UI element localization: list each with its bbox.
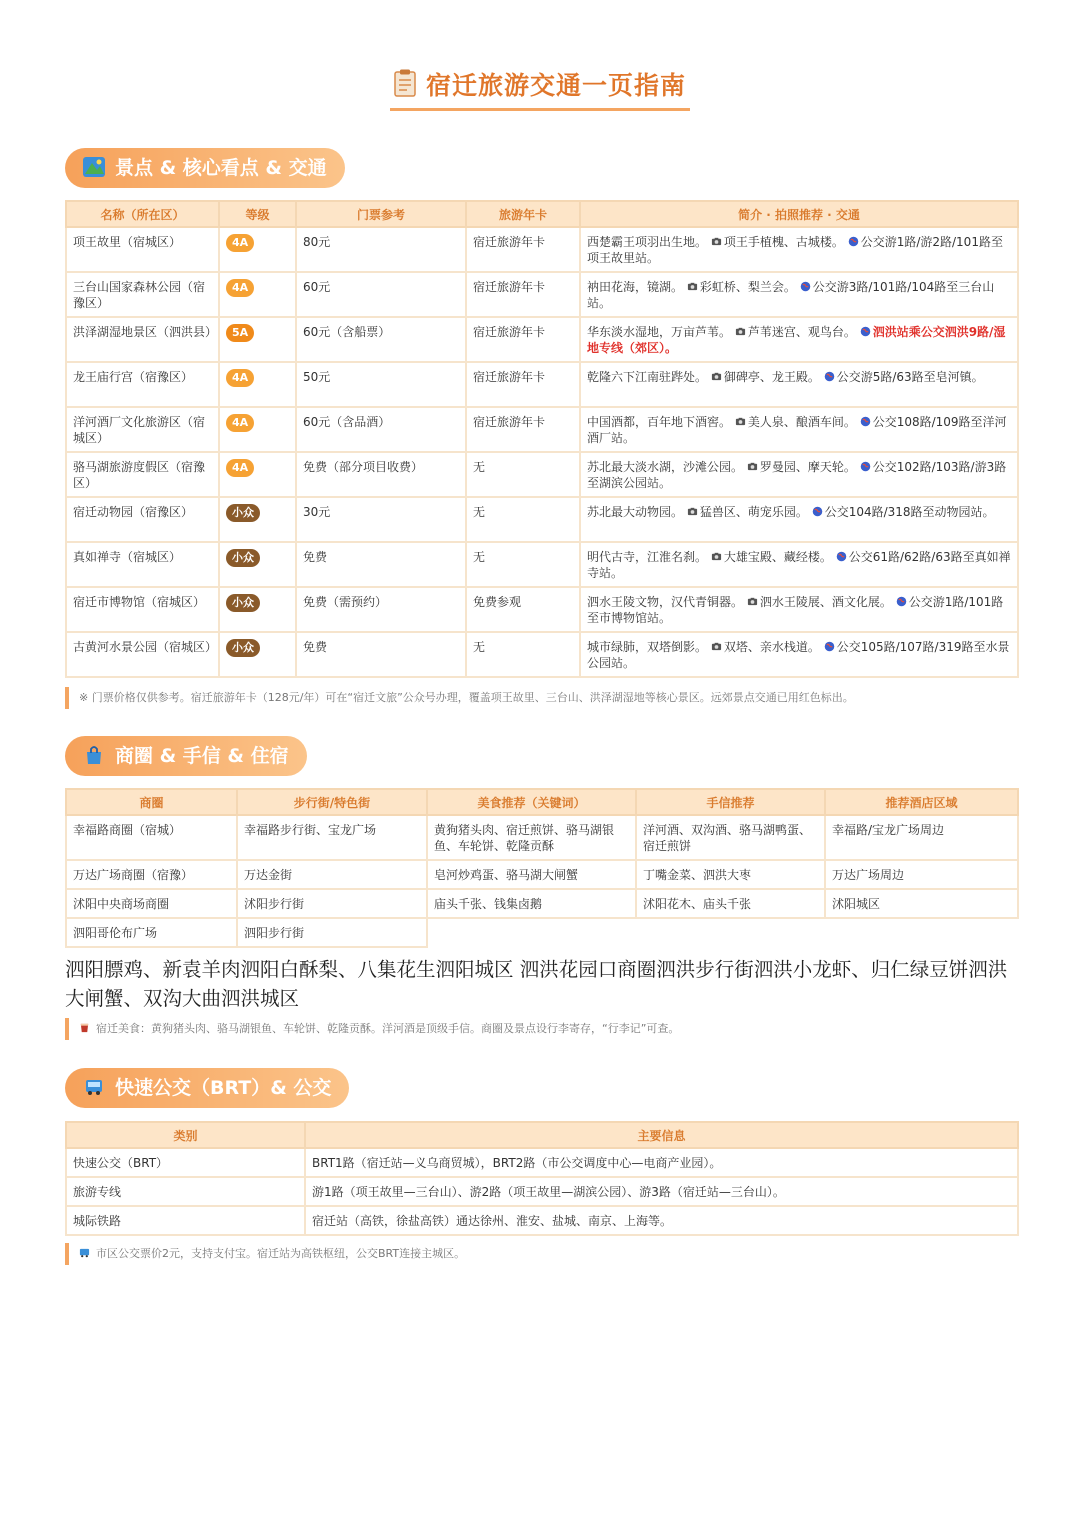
scenic-table	[65, 200, 1019, 678]
scenic-name-cell: 洋河酒厂文化旅游区（宿城区）	[66, 407, 219, 452]
scenic-ticket-cell: 30元	[296, 497, 466, 542]
scenic-photo-text: 项王手植槐、古城楼。	[723, 235, 844, 249]
scenic-level-cell	[219, 452, 296, 497]
scenic-intro-cell	[580, 317, 1018, 362]
level-badge: 4A	[226, 369, 254, 387]
shopping-cell: 万达广场商圈（宿豫）	[66, 860, 237, 889]
globe-icon	[860, 461, 871, 472]
scenic-table-row	[66, 407, 1018, 452]
transit-table-row	[66, 1206, 1018, 1235]
scenic-intro-cell	[580, 407, 1018, 452]
camera-icon	[735, 416, 746, 427]
scenic-photo-text: 芦苇迷宫、观鸟台。	[747, 325, 856, 339]
clipboard-icon	[394, 69, 416, 97]
scenic-name-cell: 骆马湖旅游度假区（宿豫区）	[66, 452, 219, 497]
page-title	[390, 66, 690, 111]
level-badge: 小众	[226, 549, 260, 567]
transit-cell: BRT1路（宿迁站—义乌商贸城），BRT2路（市公交调度中心—电商产业园）。	[305, 1148, 1018, 1177]
scenic-level-cell	[219, 407, 296, 452]
globe-icon	[824, 371, 835, 382]
globe-icon	[800, 281, 811, 292]
shopping-empty-cell	[825, 918, 1018, 947]
transit-table-row	[66, 1177, 1018, 1206]
scenic-intro-text: 泗水王陵文物，汉代青铜器。	[587, 595, 744, 609]
transit-cell: 快速公交（BRT）	[66, 1148, 305, 1177]
scenic-intro-text: 华东淡水湿地，万亩芦苇。	[587, 325, 732, 339]
page-title-text: 宿迁旅游交通一页指南	[425, 71, 686, 100]
scenic-transit-text: 公交游3路/101路/104路至三台山站。	[587, 280, 995, 310]
globe-icon	[848, 236, 859, 247]
scenic-note: ※ 门票价格仅供参考。宿迁旅游年卡（128元/年）可在“宿迁文旅”公众号办理，覆盖项王故里、三台山、洪泽湖湿地等核心景区。远郊景点交通已用红色标出。	[65, 687, 854, 709]
scenic-photo-text: 彩虹桥、梨兰会。	[699, 280, 796, 294]
level-badge: 5A	[226, 324, 254, 342]
shopping-bag-icon	[83, 745, 105, 765]
shopping-table-row	[66, 889, 1018, 918]
shopping-cell: 沭阳城区	[825, 889, 1018, 918]
scenic-intro-text: 明代古寺，江淮名刹。	[587, 550, 708, 564]
scenic-card-cell: 宿迁旅游年卡	[466, 227, 580, 272]
level-badge: 小众	[226, 504, 260, 522]
camera-icon	[711, 551, 722, 562]
level-badge: 小众	[226, 639, 260, 657]
scenic-table-row	[66, 317, 1018, 362]
scenic-name-cell: 宿迁动物园（宿豫区）	[66, 497, 219, 542]
column-header: 美食推荐（关键词）	[427, 789, 636, 815]
transit-table	[65, 1121, 1019, 1236]
scenic-transit-text: 公交游5路/63路至皂河镇。	[836, 370, 984, 384]
section-header-shopping-text: 商圈 & 手信 & 住宿	[115, 745, 289, 767]
scenic-intro-cell	[580, 227, 1018, 272]
scenic-card-cell: 无	[466, 452, 580, 497]
scenic-table-row	[66, 362, 1018, 407]
section-header-scenic-text: 景点 & 核心看点 & 交通	[115, 157, 327, 179]
scenic-ticket-cell: 免费	[296, 632, 466, 677]
scenic-ticket-cell: 免费（需预约）	[296, 587, 466, 632]
scenic-level-cell	[219, 362, 296, 407]
shopping-cell: 泗阳哥伦布广场	[66, 918, 237, 947]
globe-icon	[836, 551, 847, 562]
shopping-cell: 沭阳步行街	[237, 889, 427, 918]
scenic-intro-text: 城市绿肺，双塔倒影。	[587, 640, 708, 654]
camera-icon	[711, 641, 722, 652]
level-badge: 4A	[226, 414, 254, 432]
scenic-table-row	[66, 587, 1018, 632]
scenic-intro-cell	[580, 497, 1018, 542]
column-header: 手信推荐	[636, 789, 825, 815]
shopping-table	[65, 788, 1019, 948]
scenic-name-cell: 三台山国家森林公园（宿豫区）	[66, 272, 219, 317]
shopping-cell: 泗阳步行街	[237, 918, 427, 947]
scenic-intro-cell	[580, 452, 1018, 497]
scenic-level-cell	[219, 542, 296, 587]
shopping-overflow-text: 泗阳膘鸡、新袁羊肉泗阳白酥梨、八集花生泗阳城区 泗洪花园口商圈泗洪步行街泗洪小龙虾、归仁绿豆饼泗洪大闸蟹、双沟大曲泗洪城区	[65, 958, 1008, 1010]
column-header: 简介 · 拍照推荐 · 交通	[580, 201, 1018, 227]
scenic-name-cell: 真如禅寺（宿城区）	[66, 542, 219, 587]
scenic-photo-text: 美人泉、酿酒车间。	[747, 415, 856, 429]
scenic-level-cell	[219, 497, 296, 542]
mountain-landscape-icon	[83, 157, 105, 177]
scenic-transit-text: 公交61路/62路/63路至真如禅寺站。	[587, 550, 1011, 580]
scenic-intro-text: 乾隆六下江南驻跸处。	[587, 370, 708, 384]
column-header: 旅游年卡	[466, 201, 580, 227]
scenic-card-cell: 免费参观	[466, 587, 580, 632]
transit-cell: 游1路（项王故里—三台山）、游2路（项王故里—湖滨公园）、游3路（宿迁站—三台山）。	[305, 1177, 1018, 1206]
scenic-photo-text: 大雄宝殿、藏经楼。	[723, 550, 832, 564]
section-header-shopping	[65, 736, 307, 776]
scenic-intro-cell	[580, 587, 1018, 632]
shopping-cell: 丁嘴金菜、泗洪大枣	[636, 860, 825, 889]
shopping-note	[65, 1018, 679, 1040]
scenic-intro-text: 衲田花海，镜湖。	[587, 280, 684, 294]
camera-icon	[711, 371, 722, 382]
column-header: 推荐酒店区域	[825, 789, 1018, 815]
shopping-cell: 幸福路步行街、宝龙广场	[237, 815, 427, 860]
shopping-cell: 庙头千张、钱集卤鹅	[427, 889, 636, 918]
shopping-table-header-row	[66, 789, 1018, 815]
scenic-transit-text: 公交游1路/游2路/101路至项王故里站。	[587, 235, 1003, 265]
scenic-photo-text: 猛兽区、萌宠乐园。	[699, 505, 808, 519]
scenic-name-cell: 宿迁市博物馆（宿城区）	[66, 587, 219, 632]
scenic-ticket-cell: 60元	[296, 272, 466, 317]
shopping-cell: 万达广场周边	[825, 860, 1018, 889]
level-badge: 小众	[226, 594, 260, 612]
globe-icon	[860, 326, 871, 337]
scenic-card-cell: 无	[466, 632, 580, 677]
scenic-level-cell	[219, 227, 296, 272]
scenic-name-cell: 项王故里（宿城区）	[66, 227, 219, 272]
section-header-scenic	[65, 148, 345, 188]
globe-icon	[812, 506, 823, 517]
scenic-name-cell: 古黄河水景公园（宿城区）	[66, 632, 219, 677]
scenic-intro-cell	[580, 272, 1018, 317]
section-header-transit-text: 快速公交（BRT）& 公交	[115, 1077, 332, 1099]
scenic-ticket-cell: 80元	[296, 227, 466, 272]
scenic-table-row	[66, 452, 1018, 497]
scenic-transit-text: 公交102路/103路/游3路至湖滨公园站。	[587, 460, 1007, 490]
shopping-table-row	[66, 860, 1018, 889]
scenic-card-cell: 宿迁旅游年卡	[466, 407, 580, 452]
scenic-transit-text: 公交游1路/101路至市博物馆站。	[587, 595, 1004, 625]
scenic-name-cell: 洪泽湖湿地景区（泗洪县）	[66, 317, 219, 362]
scenic-intro-text: 西楚霸王项羽出生地。	[587, 235, 708, 249]
section-header-transit	[65, 1068, 349, 1108]
scenic-intro-text: 中国酒都，百年地下酒窖。	[587, 415, 732, 429]
scenic-transit-text: 公交105路/107路/319路至水景公园站。	[587, 640, 1010, 670]
camera-icon	[747, 596, 758, 607]
shopping-empty-cell	[636, 918, 825, 947]
transit-table-row	[66, 1148, 1018, 1177]
level-badge: 4A	[226, 279, 254, 297]
scenic-card-cell: 无	[466, 497, 580, 542]
column-header: 名称（所在区）	[66, 201, 219, 227]
globe-icon	[824, 641, 835, 652]
camera-icon	[735, 326, 746, 337]
scenic-table-row	[66, 272, 1018, 317]
scenic-intro-cell	[580, 542, 1018, 587]
level-badge: 4A	[226, 234, 254, 252]
scenic-intro-text: 苏北最大动物园。	[587, 505, 684, 519]
shopping-table-row	[66, 815, 1018, 860]
scenic-intro-text: 苏北最大淡水湖，沙滩公园。	[587, 460, 744, 474]
transit-cell: 旅游专线	[66, 1177, 305, 1206]
column-header: 门票参考	[296, 201, 466, 227]
column-header: 等级	[219, 201, 296, 227]
shopping-table-row	[66, 918, 1018, 947]
scenic-level-cell	[219, 587, 296, 632]
scenic-card-cell: 无	[466, 542, 580, 587]
scenic-card-cell: 宿迁旅游年卡	[466, 317, 580, 362]
drink-cup-icon	[79, 1022, 90, 1033]
camera-icon	[711, 236, 722, 247]
scenic-ticket-cell: 60元（含品酒）	[296, 407, 466, 452]
scenic-ticket-cell: 免费	[296, 542, 466, 587]
scenic-photo-text: 双塔、亲水栈道。	[723, 640, 820, 654]
shopping-empty-cell	[427, 918, 636, 947]
scenic-table-header-row	[66, 201, 1018, 227]
shopping-cell: 幸福路/宝龙广场周边	[825, 815, 1018, 860]
globe-icon	[860, 416, 871, 427]
shopping-cell: 黄狗猪头肉、宿迁煎饼、骆马湖银鱼、车轮饼、乾隆贡酥	[427, 815, 636, 860]
column-header: 步行街/特色街	[237, 789, 427, 815]
shopping-cell: 幸福路商圈（宿城）	[66, 815, 237, 860]
scenic-table-row	[66, 497, 1018, 542]
camera-icon	[747, 461, 758, 472]
shopping-note-text: 宿迁美食：黄狗猪头肉、骆马湖银鱼、车轮饼、乾隆贡酥。洋河酒是顶级手信。商圈及景点设行李寄存，“行李记”可查。	[96, 1022, 680, 1035]
transit-note-text: 市区公交票价2元，支持支付宝。宿迁站为高铁枢纽，公交BRT连接主城区。	[96, 1247, 466, 1260]
scenic-ticket-cell: 50元	[296, 362, 466, 407]
scenic-transit-text: 公交108路/109路至洋河酒厂站。	[587, 415, 1007, 445]
scenic-card-cell: 宿迁旅游年卡	[466, 362, 580, 407]
column-header: 商圈	[66, 789, 237, 815]
scenic-photo-text: 罗曼园、摩天轮。	[759, 460, 856, 474]
scenic-level-cell	[219, 632, 296, 677]
scenic-table-row	[66, 632, 1018, 677]
level-badge: 4A	[226, 459, 254, 477]
scenic-intro-cell	[580, 362, 1018, 407]
camera-icon	[687, 506, 698, 517]
shopping-cell: 万达金街	[237, 860, 427, 889]
column-header: 类别	[66, 1122, 305, 1148]
transit-cell: 宿迁站（高铁，徐盐高铁）通达徐州、淮安、盐城、南京、上海等。	[305, 1206, 1018, 1235]
shopping-cell: 洋河酒、双沟酒、骆马湖鸭蛋、宿迁煎饼	[636, 815, 825, 860]
scenic-transit-highlight: 泗洪站乘公交泗洪9路/湿地专线（郊区）。	[587, 325, 1006, 355]
scenic-photo-text: 泗水王陵展、酒文化展。	[759, 595, 892, 609]
scenic-photo-text: 御碑亭、龙王殿。	[723, 370, 820, 384]
bus-icon	[83, 1077, 105, 1097]
transit-cell: 城际铁路	[66, 1206, 305, 1235]
shopping-cell: 皂河炒鸡蛋、骆马湖大闸蟹	[427, 860, 636, 889]
bus-icon	[79, 1247, 90, 1258]
column-header: 主要信息	[305, 1122, 1018, 1148]
scenic-level-cell	[219, 317, 296, 362]
scenic-card-cell: 宿迁旅游年卡	[466, 272, 580, 317]
scenic-table-row	[66, 227, 1018, 272]
globe-icon	[896, 596, 907, 607]
scenic-intro-cell	[580, 632, 1018, 677]
scenic-level-cell	[219, 272, 296, 317]
scenic-name-cell: 龙王庙行宫（宿豫区）	[66, 362, 219, 407]
transit-note	[65, 1243, 465, 1265]
scenic-ticket-cell: 60元（含船票）	[296, 317, 466, 362]
scenic-table-row	[66, 542, 1018, 587]
shopping-cell: 沭阳中央商场商圈	[66, 889, 237, 918]
scenic-ticket-cell: 免费（部分项目收费）	[296, 452, 466, 497]
page-title-wrap	[0, 66, 1080, 111]
scenic-transit-text: 公交104路/318路至动物园站。	[824, 505, 995, 519]
camera-icon	[687, 281, 698, 292]
shopping-cell: 沭阳花木、庙头千张	[636, 889, 825, 918]
transit-table-header-row	[66, 1122, 1018, 1148]
